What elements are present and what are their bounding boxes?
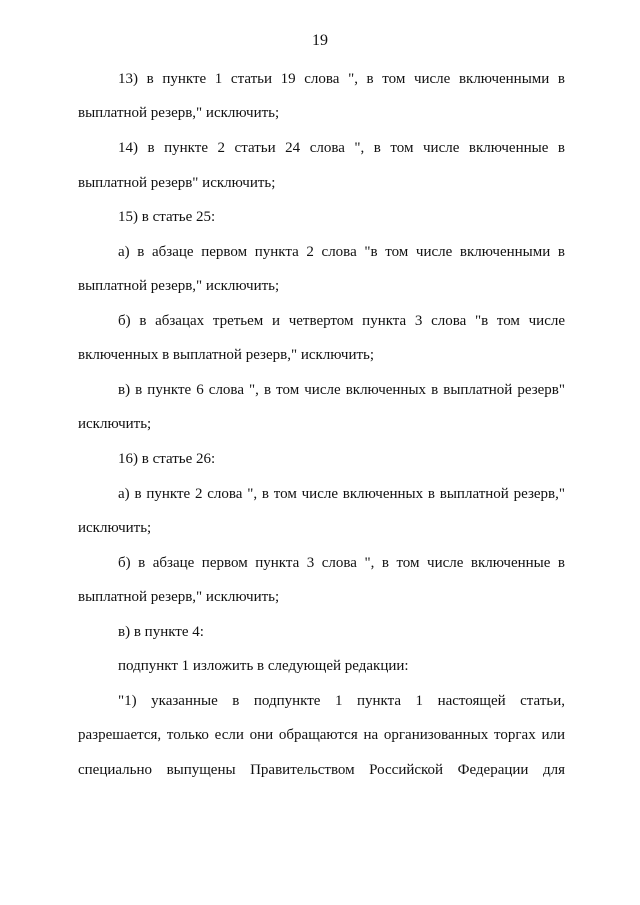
- text-line: а) в абзаце первом пункта 2 слова "в том числе включенными в: [118, 244, 565, 260]
- text-line: 13) в пункте 1 статьи 19 слова ", в том числе включенными в: [118, 71, 565, 87]
- page-number: 19: [312, 32, 328, 49]
- text-line: специально выпущены Правительством Российской Федерации для: [78, 762, 565, 778]
- text-line: выплатной резерв," исключить;: [78, 105, 280, 121]
- text-line: 15) в статье 25:: [118, 209, 216, 225]
- text-line: в) в пункте 6 слова ", в том числе включенных в выплатной резерв": [118, 382, 565, 398]
- text-line: выплатной резерв," исключить;: [78, 278, 280, 294]
- text-line: а) в пункте 2 слова ", в том числе включенных в выплатной резерв,": [118, 486, 565, 502]
- text-line: 16) в статье 26:: [118, 451, 216, 467]
- text-line: выплатной резерв," исключить;: [78, 589, 280, 605]
- text-line: "1) указанные в подпункте 1 пункта 1 настоящей статьи,: [118, 693, 565, 709]
- text-line: в) в пункте 4:: [118, 624, 204, 640]
- text-line: б) в абзаце первом пункта 3 слова ", в том числе включенные в: [118, 555, 565, 571]
- text-line: 14) в пункте 2 статьи 24 слова ", в том числе включенные в: [118, 140, 565, 156]
- text-line: исключить;: [78, 416, 152, 432]
- text-line: разрешается, только если они обращаются на организованных торгах или: [78, 727, 565, 743]
- text-line: подпункт 1 изложить в следующей редакции:: [118, 658, 409, 674]
- text-line: исключить;: [78, 520, 152, 536]
- text-line: выплатной резерв" исключить;: [78, 175, 276, 191]
- text-line: включенных в выплатной резерв," исключить;: [78, 347, 375, 363]
- text-line: б) в абзацах третьем и четвертом пункта 3 слова "в том числе: [118, 313, 565, 329]
